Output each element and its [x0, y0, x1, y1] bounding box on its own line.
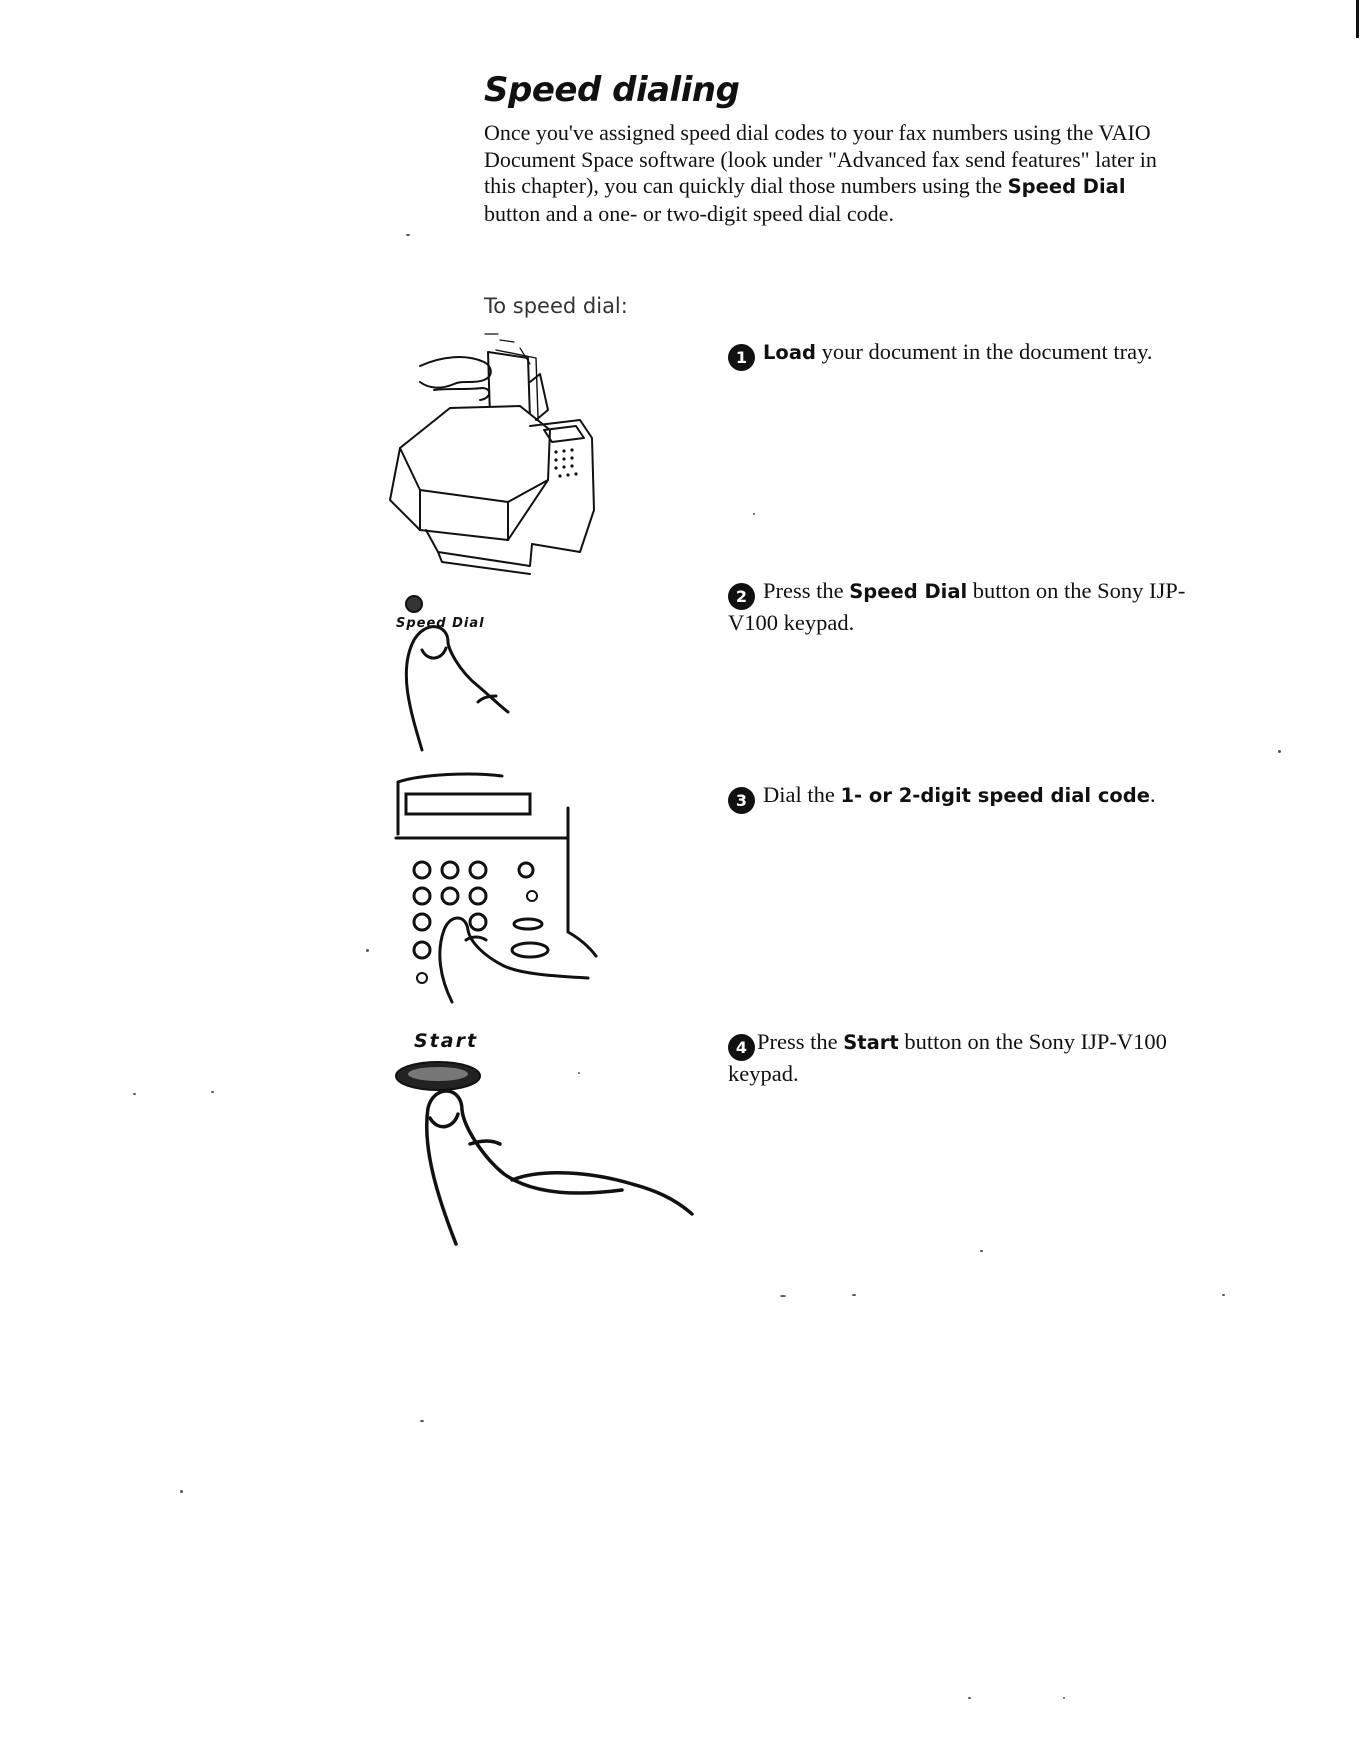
step-1-number: 1 [728, 344, 755, 371]
step-1 [728, 339, 1188, 371]
start-label: Start [414, 1030, 479, 1052]
start-button-illustration [392, 1028, 722, 1246]
scan-speck [578, 1072, 580, 1074]
step-2-number: 2 [728, 583, 755, 610]
step-4-pre: Press the [757, 1029, 844, 1054]
intro-paragraph [484, 120, 1174, 227]
intro-speed-dial-term: Speed Dial [1007, 175, 1126, 198]
step-2-pre: Press the [763, 578, 850, 603]
step-1-text: your document in the document tray. [815, 339, 1153, 364]
step-4-post: button on the Sony IJP-V100 keypad. [728, 1029, 1167, 1086]
scan-speck [753, 513, 755, 515]
step-3-number: 3 [728, 787, 755, 814]
step-2-post: button on the Sony IJP-V100 keypad. [728, 578, 1186, 635]
scan-speck [980, 1250, 983, 1252]
speed-dial-finger-icon [392, 590, 562, 770]
fax-machine-illustration [380, 330, 610, 580]
scan-speck [852, 1294, 856, 1296]
step-3-post: . [1149, 782, 1156, 807]
keypad-illustration [392, 772, 612, 1022]
step-1-bold: Load [763, 341, 816, 364]
scan-speck [180, 1490, 183, 1493]
step-4-bold: Start [843, 1031, 899, 1054]
intro-text-start: Once you've assigned speed dial codes to your fax numbers using the VAIO Document Space software (look under "Advanced fax send features" later in this chapter), you can quickly dial those numbers using the [484, 120, 1157, 198]
scan-speck [1278, 750, 1281, 753]
step-3 [728, 782, 1198, 814]
start-finger-icon [392, 1028, 722, 1246]
scan-edge-mark [1356, 0, 1359, 38]
scan-speck [1063, 1697, 1065, 1699]
intro-text-end: button and a one- or two-digit speed dial code. [484, 200, 894, 226]
scan-speck [968, 1697, 971, 1699]
scan-speck [133, 1093, 136, 1095]
page-title: Speed dialing [484, 70, 740, 110]
scan-speck [420, 1420, 424, 1422]
step-4 [728, 1029, 1188, 1087]
scan-speck [366, 949, 369, 952]
step-3-pre: Dial the [763, 782, 841, 807]
step-4-number: 4 [728, 1034, 755, 1061]
step-2-bold: Speed Dial [849, 580, 968, 603]
speed-dial-label: Speed Dial [396, 616, 485, 631]
scan-speck [406, 234, 410, 236]
scan-speck [780, 1295, 786, 1297]
scan-speck [211, 1091, 214, 1093]
procedure-lead-in: To speed dial: [484, 294, 628, 318]
speed-dial-button-illustration [392, 590, 562, 770]
step-2 [728, 578, 1188, 636]
step-3-bold: 1- or 2-digit speed dial code [840, 784, 1150, 807]
scan-speck [1222, 1294, 1225, 1296]
